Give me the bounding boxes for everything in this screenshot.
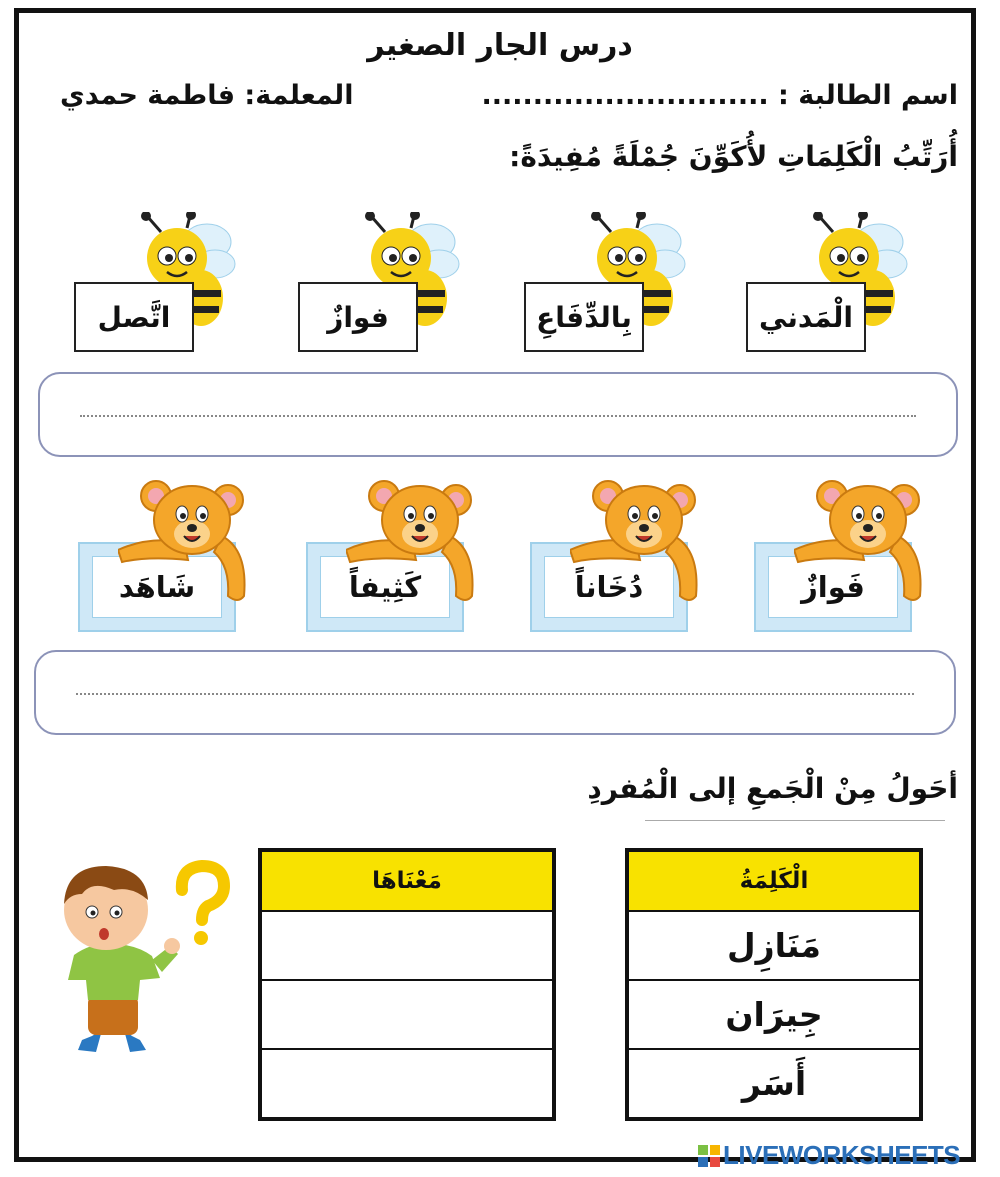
bee-word-card (524, 212, 689, 352)
bear-word-text: شَاهَد (118, 570, 196, 604)
bee-word (74, 282, 194, 352)
section-title-plural-to-singular: أحَولُ مِنْ الْجَمعِ إلى الْمُفردِ (587, 772, 958, 805)
meaning-header: مَعْنَاهَا (260, 850, 554, 911)
student-name-label: اسم الطالبة : ............................ (481, 80, 958, 111)
meaning-input-1[interactable] (258, 911, 552, 980)
bear-word-card (306, 480, 476, 632)
word-cell: مَنَازِل (627, 911, 921, 980)
answer-input-1[interactable] (70, 382, 926, 447)
thinking-boy-illustration (52, 860, 237, 1060)
bear-icon (118, 480, 250, 606)
bear-icon (794, 480, 926, 606)
bee-word-text: الْمَدني (759, 300, 853, 334)
bear-word-card (78, 480, 248, 632)
meaning-table (258, 848, 556, 1121)
brand-name: LIVEWORKSHEETS (723, 1140, 961, 1170)
liveworksheets-logo-icon (698, 1145, 720, 1167)
word-cell: جِيرَان (627, 980, 921, 1049)
bee-word (524, 282, 644, 352)
bear-word-text: دُخَاناً (574, 570, 644, 604)
worksheet-title: درس الجار الصغير (367, 28, 633, 63)
answer-input-2[interactable] (66, 660, 924, 725)
answer-box-2[interactable] (34, 650, 956, 735)
bee-word-text: اتَّصل (97, 300, 171, 334)
bee-word-text: فوازٌ (327, 300, 389, 334)
bear-word-text: كَثِيفاً (348, 570, 422, 604)
meaning-input-3[interactable] (258, 1049, 552, 1118)
bee-word (298, 282, 418, 352)
word-cell: أَسَر (627, 1049, 921, 1119)
bear-word-card (754, 480, 924, 632)
bee-word (746, 282, 866, 352)
bee-word-card (746, 212, 911, 352)
answer-box-1[interactable] (38, 372, 958, 457)
divider (645, 820, 945, 821)
bear-word-card (530, 480, 700, 632)
bee-word-card (74, 212, 239, 352)
bee-word-text: بِالدِّفَاعِ (536, 300, 632, 334)
word-header: الْكَلِمَةُ (627, 850, 921, 911)
word-table (625, 848, 923, 1121)
liveworksheets-brand (698, 1140, 960, 1171)
bear-icon (346, 480, 478, 606)
instruction-arrange: أُرَتِّبُ الْكَلِمَاتِ لأُكَوِّنَ جُمْلَةً مُفِيدَةً: (509, 140, 958, 173)
bear-word-text: فَوازٌ (801, 570, 865, 604)
teacher-name: المعلمة: فاطمة حمدي (60, 80, 354, 111)
meaning-input-2[interactable] (258, 980, 552, 1049)
bear-icon (570, 480, 702, 606)
bee-word-card (298, 212, 463, 352)
